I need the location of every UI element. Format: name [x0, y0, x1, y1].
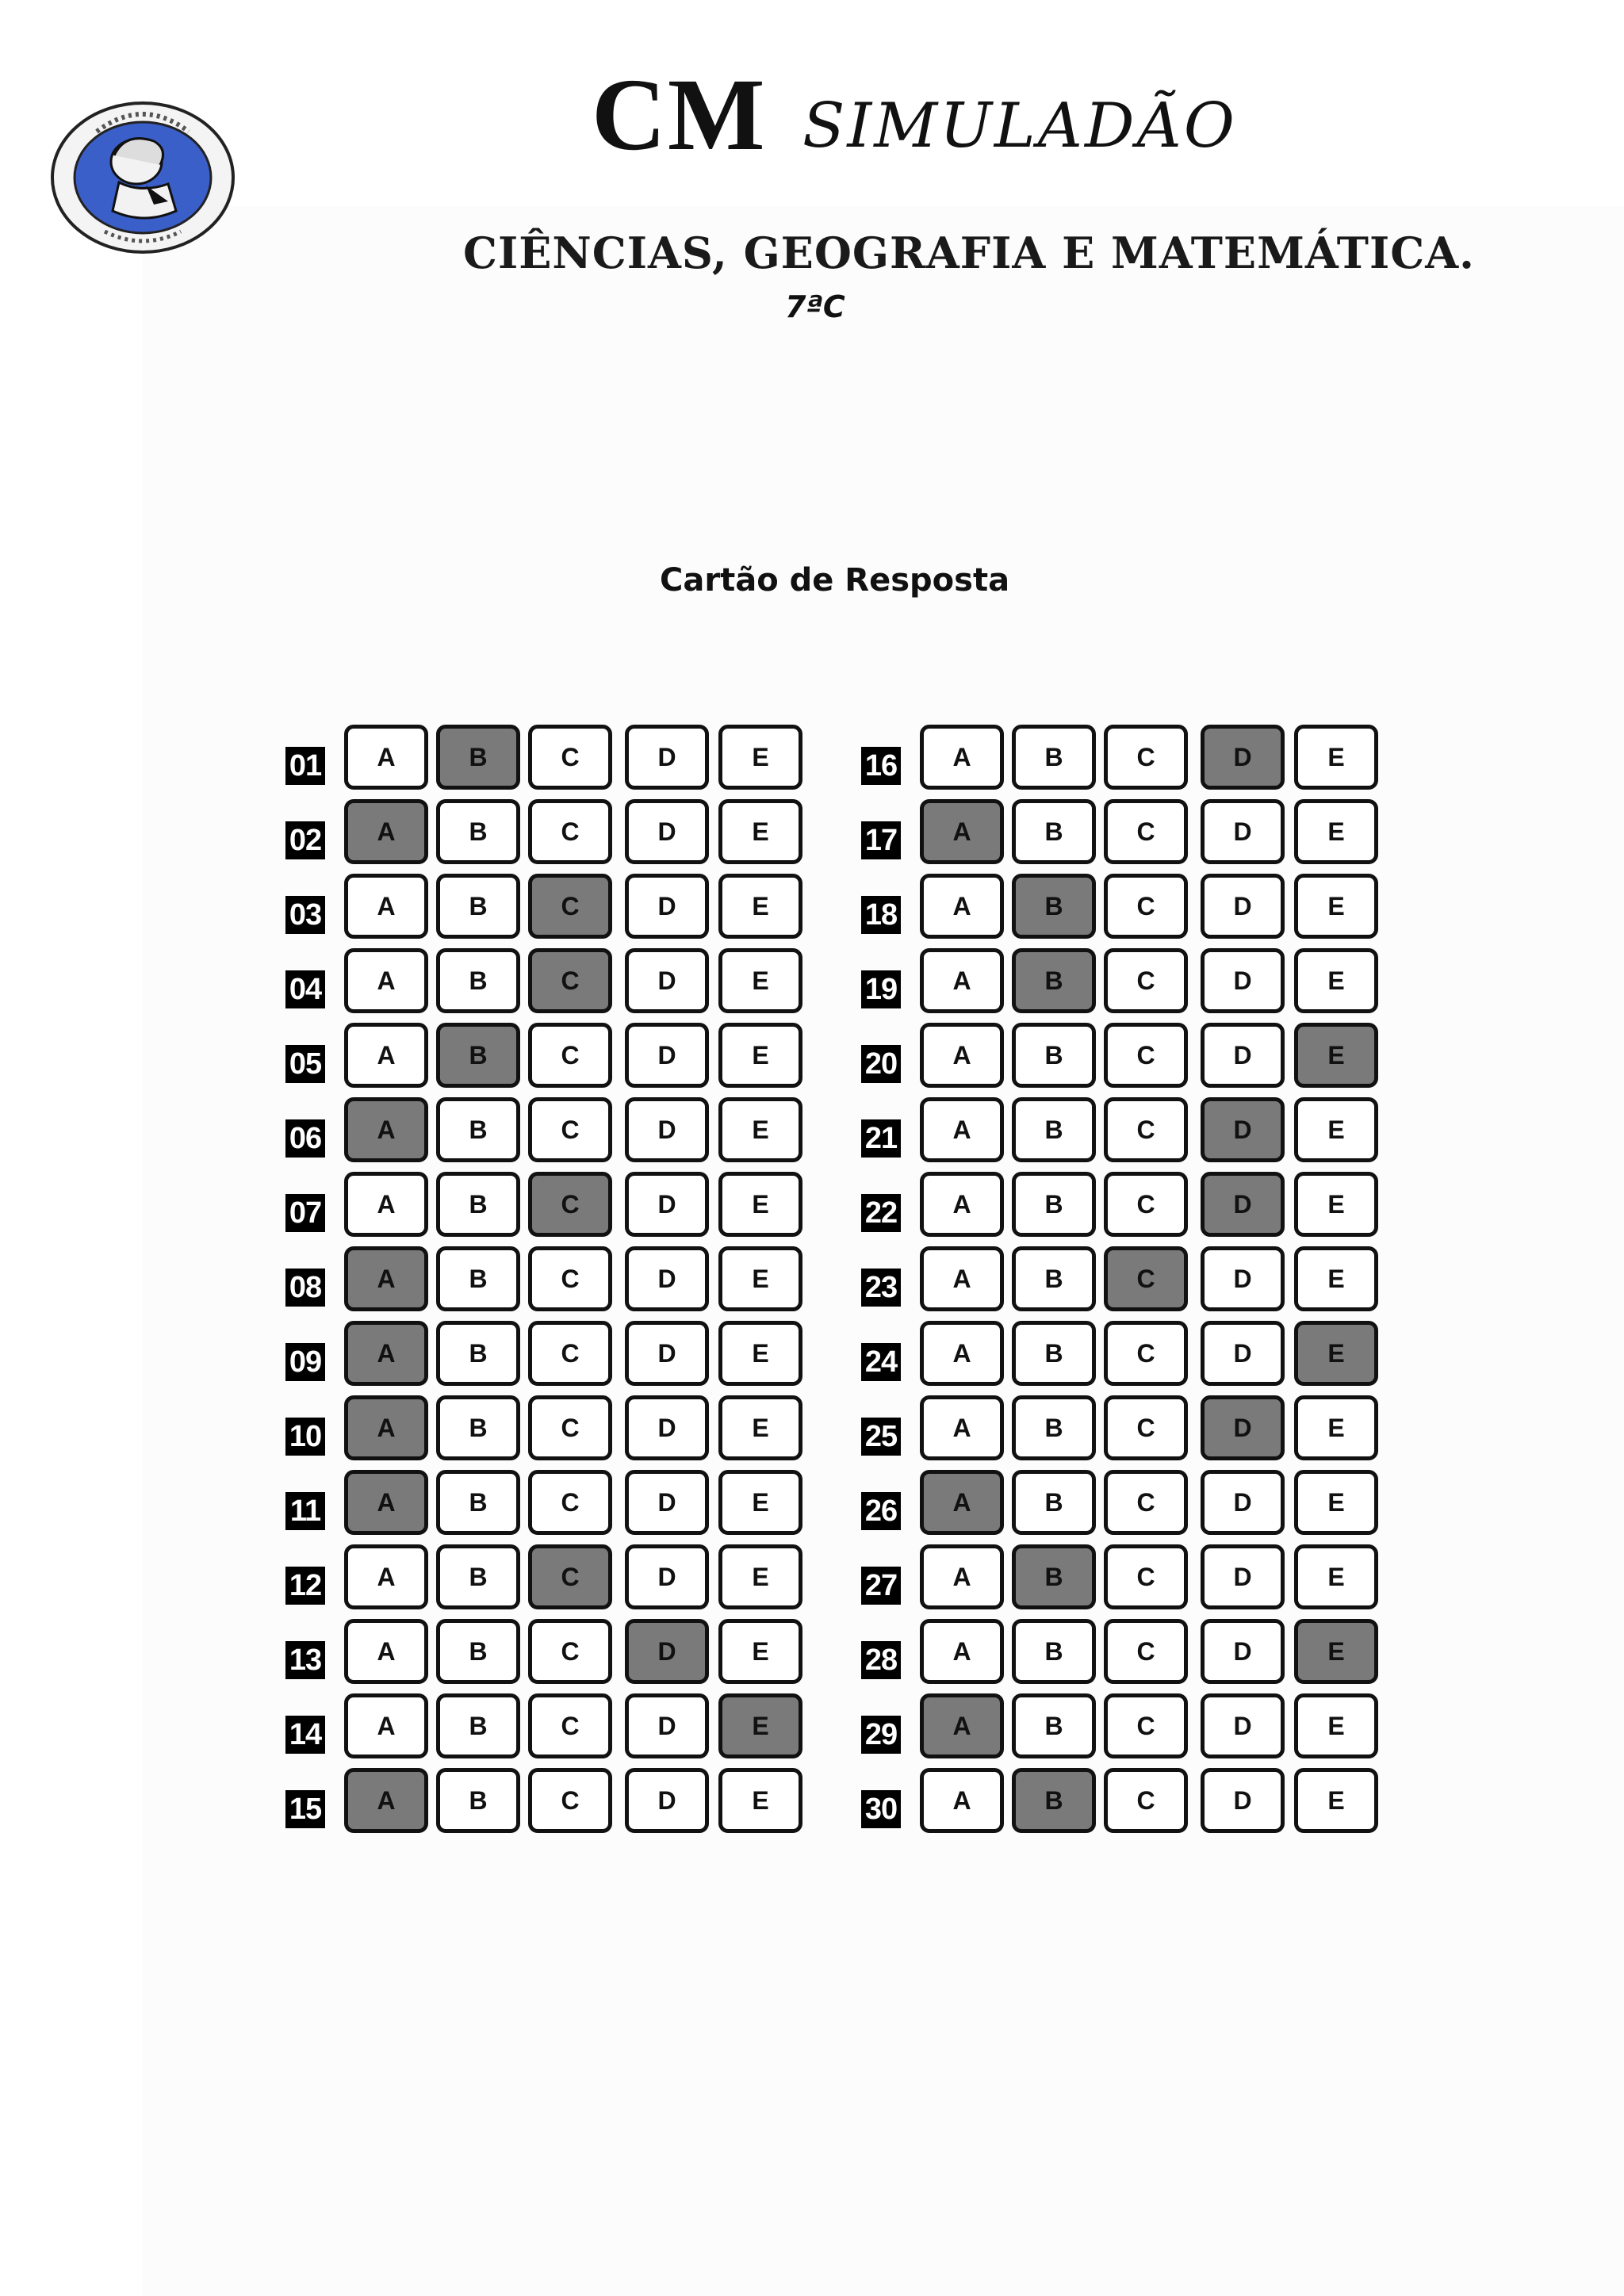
- question-number: 12: [285, 1567, 325, 1605]
- question-number: 28: [861, 1641, 901, 1679]
- header-title: SIMULADÃO: [802, 90, 1237, 162]
- answer-bubble-e[interactable]: E: [718, 1321, 802, 1386]
- answer-bubble-c[interactable]: C: [1104, 1097, 1188, 1162]
- answer-bubble-b[interactable]: B: [1012, 1470, 1096, 1535]
- answer-bubble-c[interactable]: C: [528, 1619, 612, 1684]
- answer-bubble-c[interactable]: C: [1104, 1246, 1188, 1311]
- answer-bubble-d[interactable]: D: [625, 1395, 709, 1460]
- answer-bubble-a[interactable]: A: [920, 799, 1004, 864]
- answer-bubble-c[interactable]: C: [528, 1693, 612, 1758]
- answer-bubble-c[interactable]: C: [528, 874, 612, 939]
- answer-bubble-d[interactable]: D: [1201, 799, 1285, 864]
- answer-bubble-c[interactable]: C: [528, 1470, 612, 1535]
- answer-bubble-a[interactable]: A: [920, 1470, 1004, 1535]
- answer-bubble-c[interactable]: C: [1104, 874, 1188, 939]
- answer-bubble-e[interactable]: E: [718, 1172, 802, 1237]
- question-row-06: [285, 1097, 841, 1164]
- answer-bubble-d[interactable]: D: [625, 1023, 709, 1088]
- answer-bubble-c[interactable]: C: [1104, 948, 1188, 1013]
- answer-bubble-b[interactable]: B: [436, 725, 520, 790]
- answer-bubble-b[interactable]: B: [1012, 1023, 1096, 1088]
- answer-bubble-c[interactable]: C: [1104, 1693, 1188, 1758]
- answer-bubble-e[interactable]: E: [1294, 1395, 1378, 1460]
- question-number: 03: [285, 896, 325, 934]
- answer-bubble-a[interactable]: A: [920, 1619, 1004, 1684]
- question-row-03: [285, 874, 841, 940]
- answer-bubble-a[interactable]: A: [344, 1023, 428, 1088]
- question-number: 04: [285, 970, 325, 1008]
- answer-bubble-c[interactable]: C: [1104, 1619, 1188, 1684]
- answer-bubble-d[interactable]: D: [625, 1321, 709, 1386]
- answer-bubble-e[interactable]: E: [718, 1097, 802, 1162]
- question-number: 24: [861, 1343, 901, 1381]
- answer-bubble-b[interactable]: B: [436, 1470, 520, 1535]
- answer-bubble-d[interactable]: D: [1201, 1172, 1285, 1237]
- answer-bubble-e[interactable]: E: [718, 1395, 802, 1460]
- class-label: 7ªC: [785, 289, 845, 324]
- answer-bubble-b[interactable]: B: [436, 1023, 520, 1088]
- answer-bubble-a[interactable]: A: [920, 1172, 1004, 1237]
- question-number: 05: [285, 1045, 325, 1083]
- answer-bubble-e[interactable]: E: [1294, 1172, 1378, 1237]
- question-number: 01: [285, 747, 325, 785]
- answer-bubble-a[interactable]: A: [920, 1544, 1004, 1609]
- answer-bubble-b[interactable]: B: [1012, 1321, 1096, 1386]
- question-row-30: [861, 1768, 1416, 1835]
- answer-bubble-e[interactable]: E: [718, 1768, 802, 1833]
- question-number: 15: [285, 1790, 325, 1828]
- answer-bubble-d[interactable]: D: [625, 799, 709, 864]
- answer-bubble-b[interactable]: B: [436, 1544, 520, 1609]
- question-row-13: [285, 1619, 841, 1686]
- answer-bubble-c[interactable]: C: [528, 1023, 612, 1088]
- answer-bubble-c[interactable]: C: [1104, 1544, 1188, 1609]
- question-number: 25: [861, 1418, 901, 1456]
- answer-bubble-b[interactable]: B: [436, 1321, 520, 1386]
- question-number: 30: [861, 1790, 901, 1828]
- answer-bubble-a[interactable]: A: [344, 1321, 428, 1386]
- question-number: 02: [285, 821, 325, 859]
- question-row-09: [285, 1321, 841, 1387]
- answer-bubble-a[interactable]: A: [920, 1246, 1004, 1311]
- answer-bubble-e[interactable]: E: [718, 1693, 802, 1758]
- question-number: 09: [285, 1343, 325, 1381]
- answer-bubble-e[interactable]: E: [718, 948, 802, 1013]
- answer-bubble-d[interactable]: D: [1201, 1693, 1285, 1758]
- answer-bubble-e[interactable]: E: [718, 1246, 802, 1311]
- answer-bubble-a[interactable]: A: [344, 1768, 428, 1833]
- answer-bubble-e[interactable]: E: [1294, 725, 1378, 790]
- answer-bubble-c[interactable]: C: [1104, 1172, 1188, 1237]
- answer-bubble-a[interactable]: A: [344, 1395, 428, 1460]
- answer-bubble-b[interactable]: B: [1012, 1097, 1096, 1162]
- answer-bubble-d[interactable]: D: [1201, 1321, 1285, 1386]
- answer-bubble-c[interactable]: C: [528, 1768, 612, 1833]
- answer-bubble-e[interactable]: E: [1294, 1097, 1378, 1162]
- question-row-01: [285, 725, 841, 791]
- question-row-02: [285, 799, 841, 866]
- question-row-05: [285, 1023, 841, 1089]
- question-row-10: [285, 1395, 841, 1462]
- answer-bubble-b[interactable]: B: [1012, 1395, 1096, 1460]
- answer-bubble-d[interactable]: D: [1201, 1395, 1285, 1460]
- answer-bubble-c[interactable]: C: [1104, 725, 1188, 790]
- answer-bubble-a[interactable]: A: [344, 874, 428, 939]
- answer-bubble-e[interactable]: E: [1294, 1321, 1378, 1386]
- question-row-27: [861, 1544, 1416, 1611]
- answer-bubble-c[interactable]: C: [1104, 1023, 1188, 1088]
- answer-bubble-b[interactable]: B: [436, 948, 520, 1013]
- answer-bubble-c[interactable]: C: [1104, 1768, 1188, 1833]
- question-number: 19: [861, 970, 901, 1008]
- answer-bubble-b[interactable]: B: [436, 1246, 520, 1311]
- answer-bubble-e[interactable]: E: [1294, 1693, 1378, 1758]
- answer-bubble-b[interactable]: B: [1012, 1246, 1096, 1311]
- question-number: 29: [861, 1716, 901, 1754]
- question-row-29: [861, 1693, 1416, 1760]
- question-row-14: [285, 1693, 841, 1760]
- answer-bubble-c[interactable]: C: [1104, 1321, 1188, 1386]
- answer-bubble-b[interactable]: B: [436, 1693, 520, 1758]
- answer-bubble-d[interactable]: D: [1201, 1619, 1285, 1684]
- answer-bubble-b[interactable]: B: [436, 1619, 520, 1684]
- answer-bubble-b[interactable]: B: [1012, 1693, 1096, 1758]
- answer-bubble-a[interactable]: A: [344, 1619, 428, 1684]
- question-row-24: [861, 1321, 1416, 1387]
- answer-bubble-d[interactable]: D: [1201, 1097, 1285, 1162]
- answer-bubble-d[interactable]: D: [625, 1097, 709, 1162]
- question-row-22: [861, 1172, 1416, 1238]
- answer-bubble-b[interactable]: B: [1012, 1172, 1096, 1237]
- question-number: 17: [861, 821, 901, 859]
- answer-bubble-a[interactable]: A: [344, 1246, 428, 1311]
- answer-bubble-a[interactable]: A: [920, 1768, 1004, 1833]
- answer-bubble-c[interactable]: C: [528, 725, 612, 790]
- subjects-heading: CIÊNCIAS, GEOGRAFIA E MATEMÁTICA.: [463, 228, 1475, 278]
- question-number: 18: [861, 896, 901, 934]
- answer-bubble-d[interactable]: D: [625, 948, 709, 1013]
- answer-bubble-b[interactable]: B: [436, 1395, 520, 1460]
- answer-bubble-a[interactable]: A: [920, 1395, 1004, 1460]
- answer-bubble-a[interactable]: A: [344, 948, 428, 1013]
- question-row-12: [285, 1544, 841, 1611]
- answer-bubble-c[interactable]: C: [1104, 1395, 1188, 1460]
- question-row-20: [861, 1023, 1416, 1089]
- question-number: 14: [285, 1716, 325, 1754]
- answer-bubble-e[interactable]: E: [1294, 1023, 1378, 1088]
- answer-bubble-a[interactable]: A: [920, 725, 1004, 790]
- answer-bubble-b[interactable]: B: [436, 1097, 520, 1162]
- answer-bubble-b[interactable]: B: [436, 799, 520, 864]
- answer-bubble-d[interactable]: D: [1201, 874, 1285, 939]
- answer-bubble-a[interactable]: A: [344, 1172, 428, 1237]
- answer-bubble-d[interactable]: D: [625, 1768, 709, 1833]
- answer-bubble-c[interactable]: C: [528, 1321, 612, 1386]
- answer-bubble-a[interactable]: A: [344, 1544, 428, 1609]
- question-row-23: [861, 1246, 1416, 1313]
- question-row-17: [861, 799, 1416, 866]
- question-number: 13: [285, 1641, 325, 1679]
- answer-bubble-e[interactable]: E: [1294, 1544, 1378, 1609]
- answer-bubble-d[interactable]: D: [1201, 1470, 1285, 1535]
- answer-bubble-d[interactable]: D: [625, 1470, 709, 1535]
- answer-bubble-d[interactable]: D: [625, 874, 709, 939]
- answer-bubble-d[interactable]: D: [1201, 948, 1285, 1013]
- answer-bubble-e[interactable]: E: [718, 1470, 802, 1535]
- answer-bubble-e[interactable]: E: [718, 1544, 802, 1609]
- question-row-16: [861, 725, 1416, 791]
- answer-bubble-a[interactable]: A: [920, 1023, 1004, 1088]
- answer-bubble-a[interactable]: A: [344, 1693, 428, 1758]
- answer-bubble-a[interactable]: A: [344, 799, 428, 864]
- answer-bubble-c[interactable]: C: [1104, 799, 1188, 864]
- answer-bubble-e[interactable]: E: [718, 874, 802, 939]
- answer-bubble-d[interactable]: D: [1201, 725, 1285, 790]
- answer-bubble-d[interactable]: D: [1201, 1544, 1285, 1609]
- answer-bubble-e[interactable]: E: [1294, 874, 1378, 939]
- answer-bubble-d[interactable]: D: [1201, 1246, 1285, 1311]
- question-row-21: [861, 1097, 1416, 1164]
- answer-bubble-e[interactable]: E: [1294, 799, 1378, 864]
- question-row-25: [861, 1395, 1416, 1462]
- answer-bubble-e[interactable]: E: [1294, 1246, 1378, 1311]
- answer-bubble-c[interactable]: C: [528, 1246, 612, 1311]
- answer-bubble-e[interactable]: E: [1294, 1619, 1378, 1684]
- question-number: 27: [861, 1567, 901, 1605]
- answer-bubble-e[interactable]: E: [718, 725, 802, 790]
- answer-bubble-a[interactable]: A: [920, 1321, 1004, 1386]
- question-number: 21: [861, 1119, 901, 1158]
- question-number: 23: [861, 1269, 901, 1307]
- question-number: 11: [285, 1492, 325, 1530]
- answer-bubble-b[interactable]: B: [1012, 725, 1096, 790]
- answer-bubble-e[interactable]: E: [718, 1023, 802, 1088]
- answer-bubble-d[interactable]: D: [625, 1619, 709, 1684]
- answer-bubble-c[interactable]: C: [528, 1172, 612, 1237]
- question-row-11: [285, 1470, 841, 1536]
- question-row-07: [285, 1172, 841, 1238]
- answer-bubble-b[interactable]: B: [1012, 1768, 1096, 1833]
- answer-bubble-c[interactable]: C: [528, 799, 612, 864]
- question-row-18: [861, 874, 1416, 940]
- answer-bubble-c[interactable]: C: [1104, 1470, 1188, 1535]
- answer-bubble-a[interactable]: A: [344, 1470, 428, 1535]
- answer-bubble-d[interactable]: D: [625, 725, 709, 790]
- answer-bubble-e[interactable]: E: [1294, 1470, 1378, 1535]
- answer-bubble-e[interactable]: E: [718, 1619, 802, 1684]
- school-seal-logo: [49, 100, 236, 255]
- answer-bubble-a[interactable]: A: [344, 1097, 428, 1162]
- answer-bubble-e[interactable]: E: [1294, 948, 1378, 1013]
- answer-bubble-d[interactable]: D: [625, 1693, 709, 1758]
- answer-bubble-a[interactable]: A: [920, 874, 1004, 939]
- question-number: 22: [861, 1194, 901, 1232]
- answer-bubble-c[interactable]: C: [528, 1544, 612, 1609]
- answer-bubble-a[interactable]: A: [920, 1097, 1004, 1162]
- answer-bubble-e[interactable]: E: [718, 799, 802, 864]
- answer-bubble-e[interactable]: E: [1294, 1768, 1378, 1833]
- answer-bubble-d[interactable]: D: [625, 1172, 709, 1237]
- answer-bubble-c[interactable]: C: [528, 1395, 612, 1460]
- answer-bubble-b[interactable]: B: [1012, 1544, 1096, 1609]
- question-row-15: [285, 1768, 841, 1835]
- answer-bubble-a[interactable]: A: [920, 1693, 1004, 1758]
- answer-bubble-b[interactable]: B: [1012, 874, 1096, 939]
- question-row-08: [285, 1246, 841, 1313]
- answer-card-title: Cartão de Resposta: [660, 562, 1010, 599]
- answer-bubble-a[interactable]: A: [920, 948, 1004, 1013]
- question-number: 07: [285, 1194, 325, 1232]
- answer-bubble-c[interactable]: C: [528, 948, 612, 1013]
- question-number: 26: [861, 1492, 901, 1530]
- question-row-26: [861, 1470, 1416, 1536]
- question-row-04: [285, 948, 841, 1015]
- question-row-19: [861, 948, 1416, 1015]
- answer-bubble-c[interactable]: C: [528, 1097, 612, 1162]
- answer-bubble-b[interactable]: B: [436, 1172, 520, 1237]
- answer-bubble-b[interactable]: B: [1012, 948, 1096, 1013]
- header-brand: CM: [592, 58, 767, 172]
- question-number: 20: [861, 1045, 901, 1083]
- answer-bubble-b[interactable]: B: [436, 874, 520, 939]
- question-number: 08: [285, 1269, 325, 1307]
- answer-bubble-d[interactable]: D: [625, 1246, 709, 1311]
- answer-bubble-b[interactable]: B: [436, 1768, 520, 1833]
- answer-bubble-d[interactable]: D: [1201, 1768, 1285, 1833]
- answer-bubble-a[interactable]: A: [344, 725, 428, 790]
- answer-bubble-d[interactable]: D: [1201, 1023, 1285, 1088]
- question-row-28: [861, 1619, 1416, 1686]
- question-number: 10: [285, 1418, 325, 1456]
- question-number: 06: [285, 1119, 325, 1158]
- question-number: 16: [861, 747, 901, 785]
- answer-bubble-b[interactable]: B: [1012, 1619, 1096, 1684]
- answer-bubble-d[interactable]: D: [625, 1544, 709, 1609]
- answer-bubble-b[interactable]: B: [1012, 799, 1096, 864]
